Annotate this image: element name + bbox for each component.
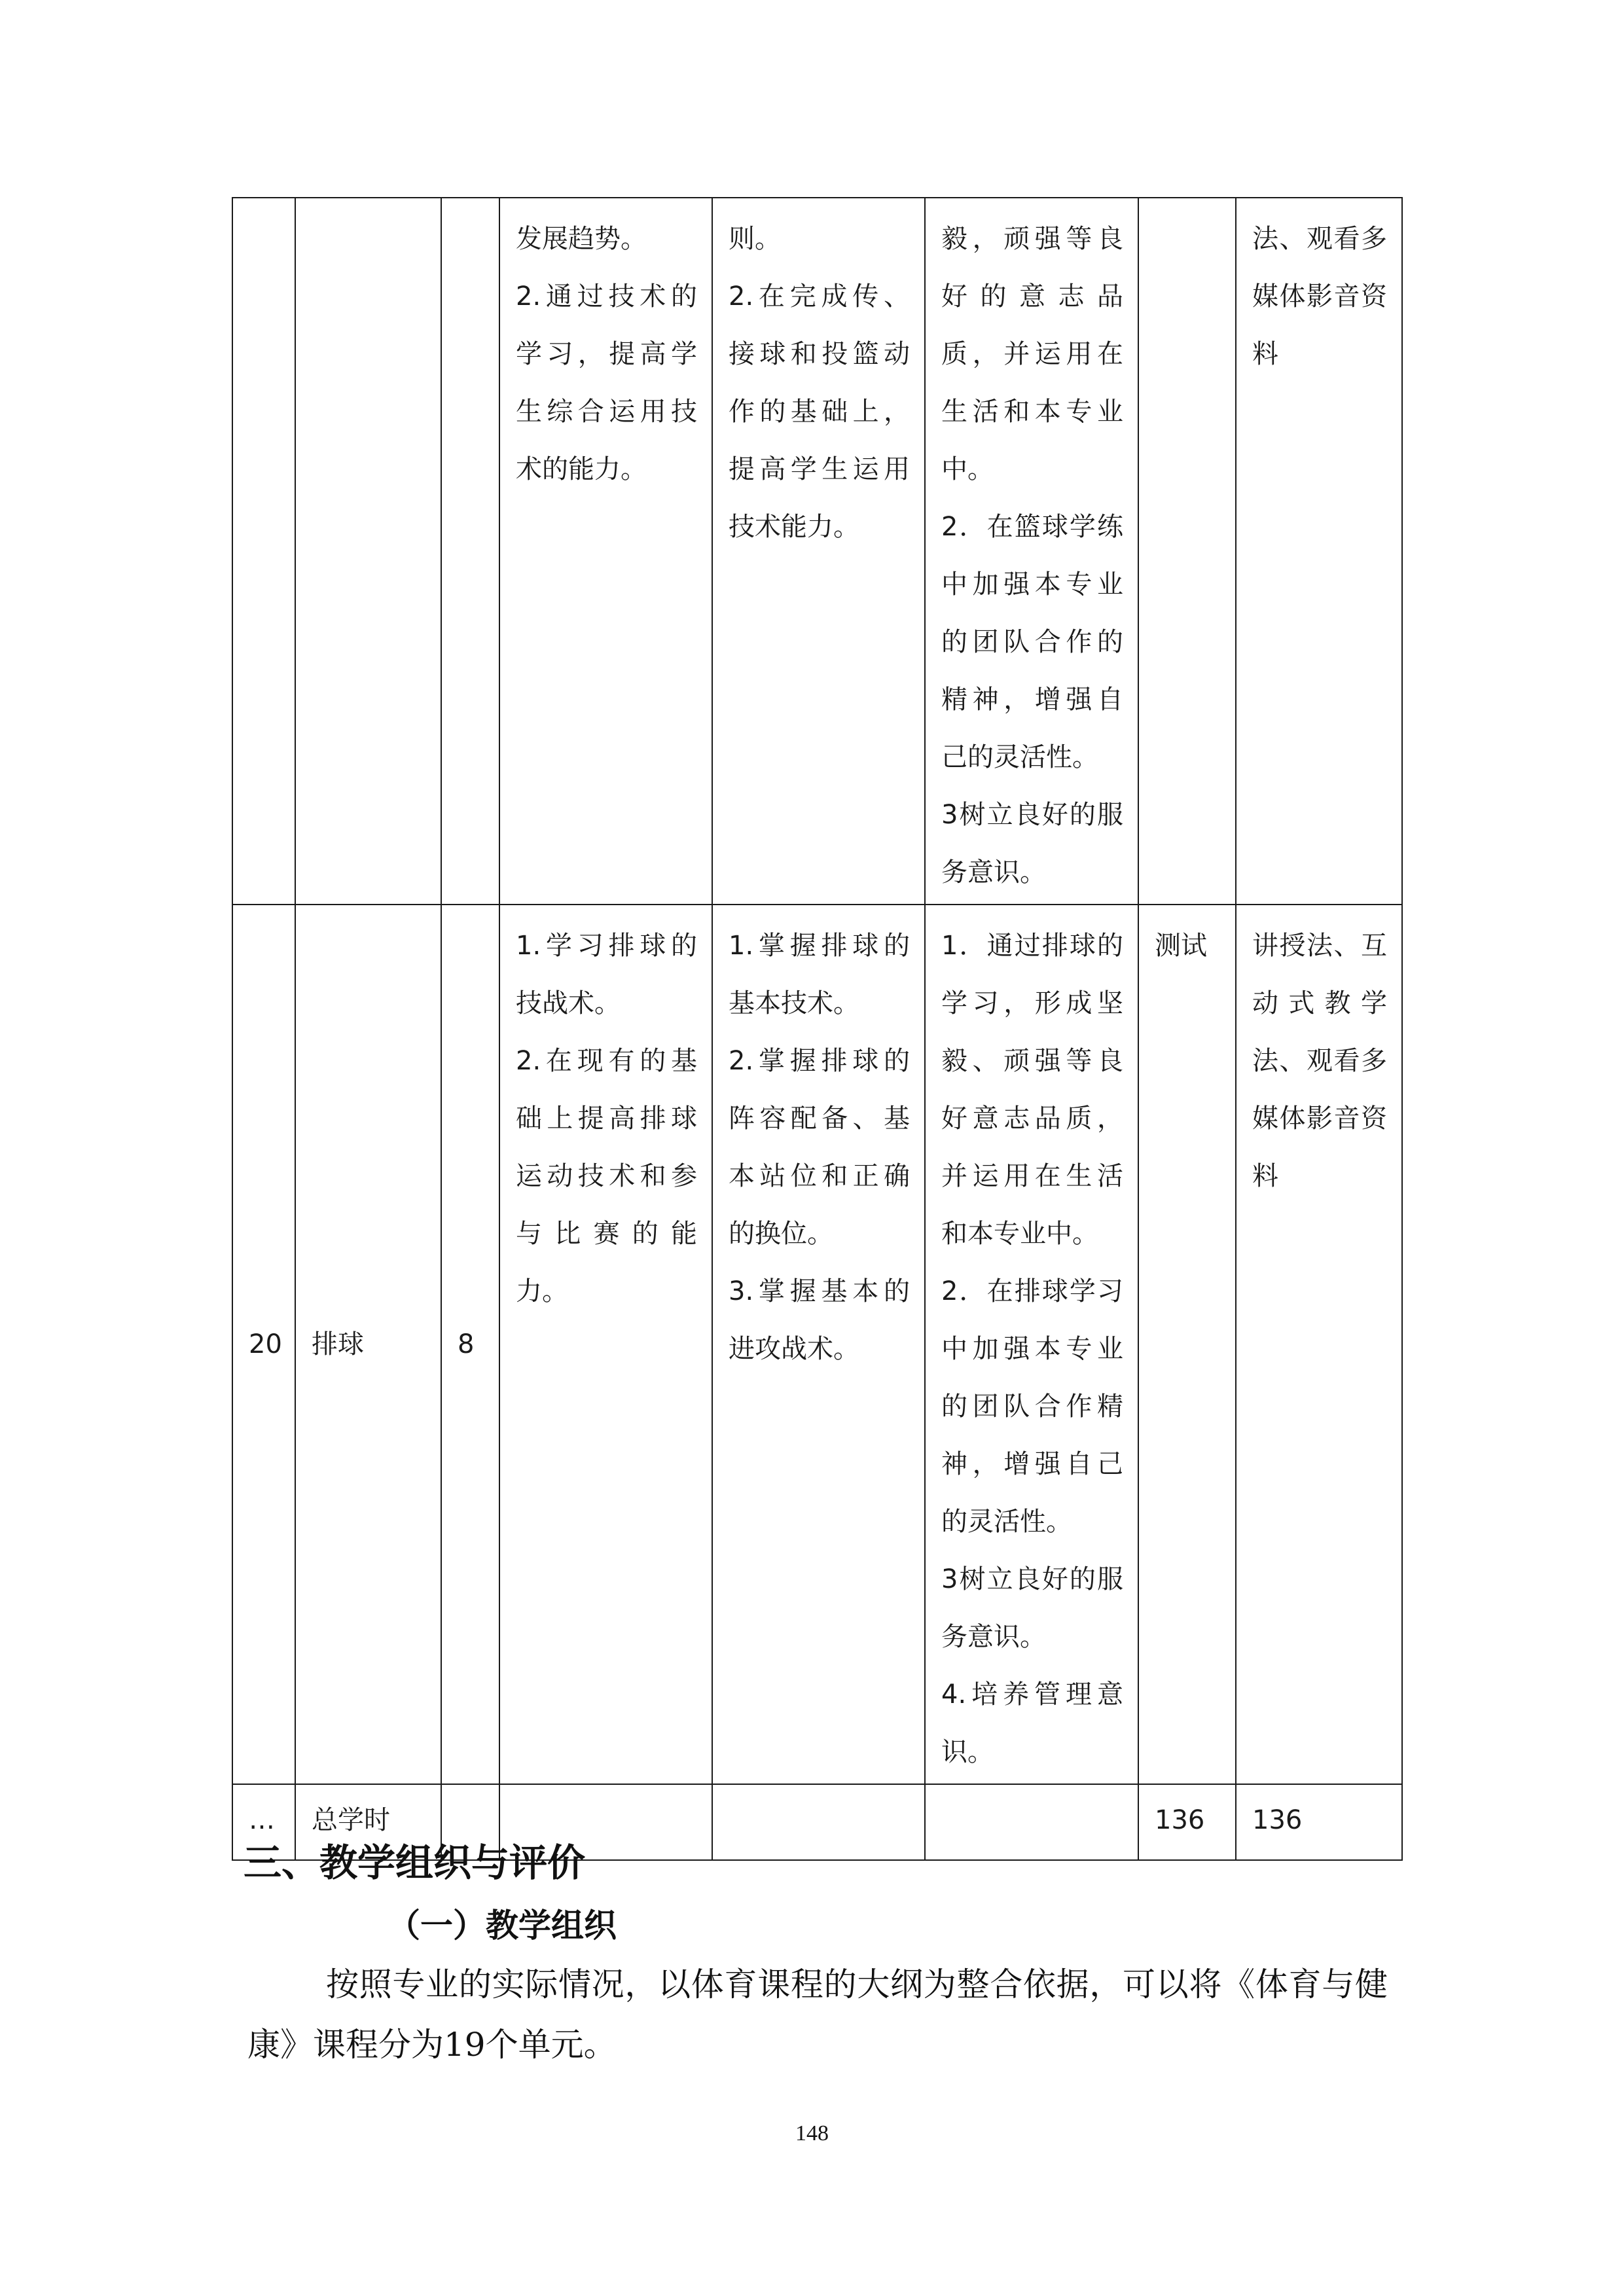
cell-skill-requirements: 1.掌握排球的基本技术。 2.掌握排球的阵容配备、基本站位和正确的换位。 3.掌握基本的进攻战术。 (712, 905, 925, 1784)
cell-empty (712, 1784, 925, 1860)
cell-quality-goals: 毅，顽强等良好的意志品质，并运用在生活和本专业中。 2．在篮球学练中加强本专业的团队合作的精神，增强自己的灵活性。 3树立良好的服务意识。 (925, 198, 1138, 905)
cell-index (232, 198, 295, 905)
section-heading: 三、教学组织与评价 (244, 1840, 586, 1885)
course-unit-table (232, 197, 1403, 1861)
cell-teaching-goals: 发展趋势。 2.通过技术的学习，提高学生综合运用技术的能力。 (499, 198, 712, 905)
page-number: 148 (795, 2121, 829, 2145)
table-row (232, 198, 1402, 905)
cell-teaching-methods: 讲授法、互动式教学法、观看多媒体影音资料 (1236, 905, 1402, 1784)
cell-assessment: 测试 (1138, 905, 1236, 1784)
cell-teaching-goals: 1.学习排球的技战术。 2.在现有的基础上提高排球运动技术和参与比赛的能力。 (499, 905, 712, 1784)
table-row (232, 905, 1402, 1784)
cell-total-value: 136 (1236, 1784, 1402, 1860)
cell-unit-name (295, 198, 441, 905)
cell-hours (441, 198, 499, 905)
cell-unit-name: 排球 (295, 905, 441, 1784)
cell-quality-goals: 1．通过排球的学习，形成坚毅、顽强等良好意志品质，并运用在生活和本专业中。 2．在排球学习中加强本专业的团队合作精神，增强自己的灵活性。 3树立良好的服务意识。 4.培养管理意识。 (925, 905, 1138, 1784)
cell-assessment (1138, 198, 1236, 905)
cell-empty (925, 1784, 1138, 1860)
cell-ellipsis: … (232, 1784, 295, 1860)
cell-index: 20 (232, 905, 295, 1784)
body-paragraph: 按照专业的实际情况，以体育课程的大纲为整合依据，可以将《体育与健康》课程分为19个单元。 (247, 1965, 1388, 2064)
cell-skill-requirements: 则。 2.在完成传、接球和投篮动作的基础上，提高学生运用技术能力。 (712, 198, 925, 905)
cell-total-value: 136 (1138, 1784, 1236, 1860)
cell-hours: 8 (441, 905, 499, 1784)
subsection-heading: （一）教学组织 (388, 1906, 617, 1945)
cell-total-hours-label: 总学时 (295, 1784, 441, 1860)
cell-teaching-methods: 法、观看多媒体影音资料 (1236, 198, 1402, 905)
